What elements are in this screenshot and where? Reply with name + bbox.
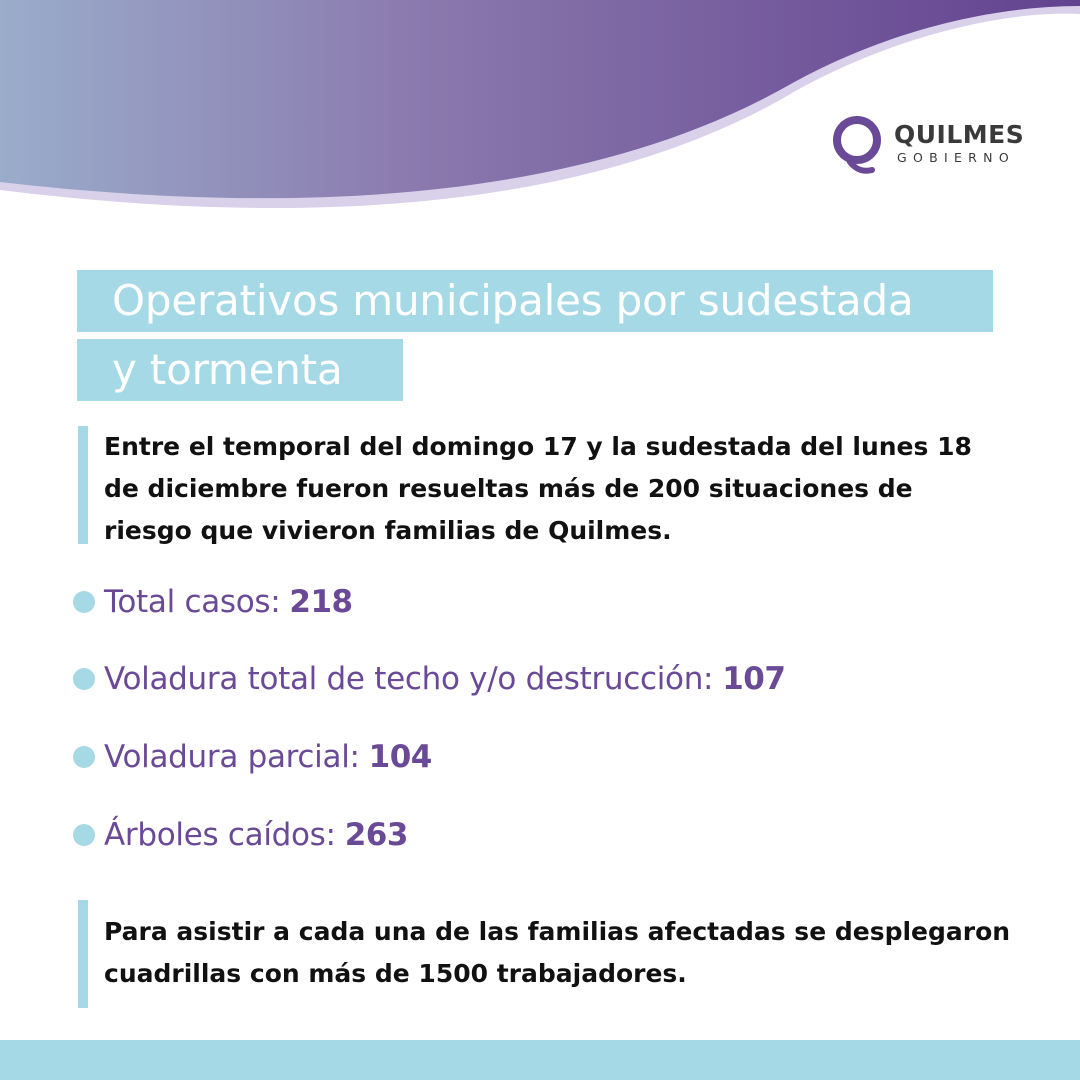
outro-line: cuadrillas con más de 1500 trabajadores. <box>104 959 687 988</box>
bullet-dot-icon <box>73 824 95 846</box>
quilmes-q-logo-icon <box>830 112 884 176</box>
page-title-line-2: y tormenta <box>77 339 403 401</box>
stat-partial-roof-loss <box>73 735 432 779</box>
stat-label: Árboles caídos: <box>104 817 336 853</box>
stat-value: 107 <box>722 661 786 697</box>
intro-paragraph <box>78 426 1048 544</box>
stat-value: 218 <box>289 584 353 620</box>
stat-total-roof-loss <box>73 657 785 701</box>
stat-total-cases <box>73 580 353 624</box>
stat-value: 263 <box>344 817 408 853</box>
outro-line: Para asistir a cada una de las familias afectadas se desplegaron <box>104 917 1011 946</box>
logo-name: QUILMES <box>894 120 1025 149</box>
stat-label: Total casos: <box>104 584 281 620</box>
bullet-dot-icon <box>73 746 95 768</box>
stat-label: Voladura total de techo y/o destrucción: <box>104 661 714 697</box>
footer-bar <box>0 1040 1080 1080</box>
bullet-dot-icon <box>73 591 95 613</box>
intro-line: riesgo que vivieron familias de Quilmes. <box>104 516 672 545</box>
stat-fallen-trees <box>73 813 408 857</box>
intro-line: Entre el temporal del domingo 17 y la sudestada del lunes 18 <box>104 432 972 461</box>
bullet-dot-icon <box>73 668 95 690</box>
quilmes-gobierno-logo <box>830 112 1024 176</box>
stat-label: Voladura parcial: <box>104 739 360 775</box>
stat-value: 104 <box>368 739 432 775</box>
logo-subtitle: GOBIERNO <box>897 150 1015 165</box>
outro-paragraph <box>78 900 1048 1008</box>
intro-line: de diciembre fueron resueltas más de 200 situaciones de <box>104 474 913 503</box>
page-title-line-1: Operativos municipales por sudestada <box>77 270 993 332</box>
